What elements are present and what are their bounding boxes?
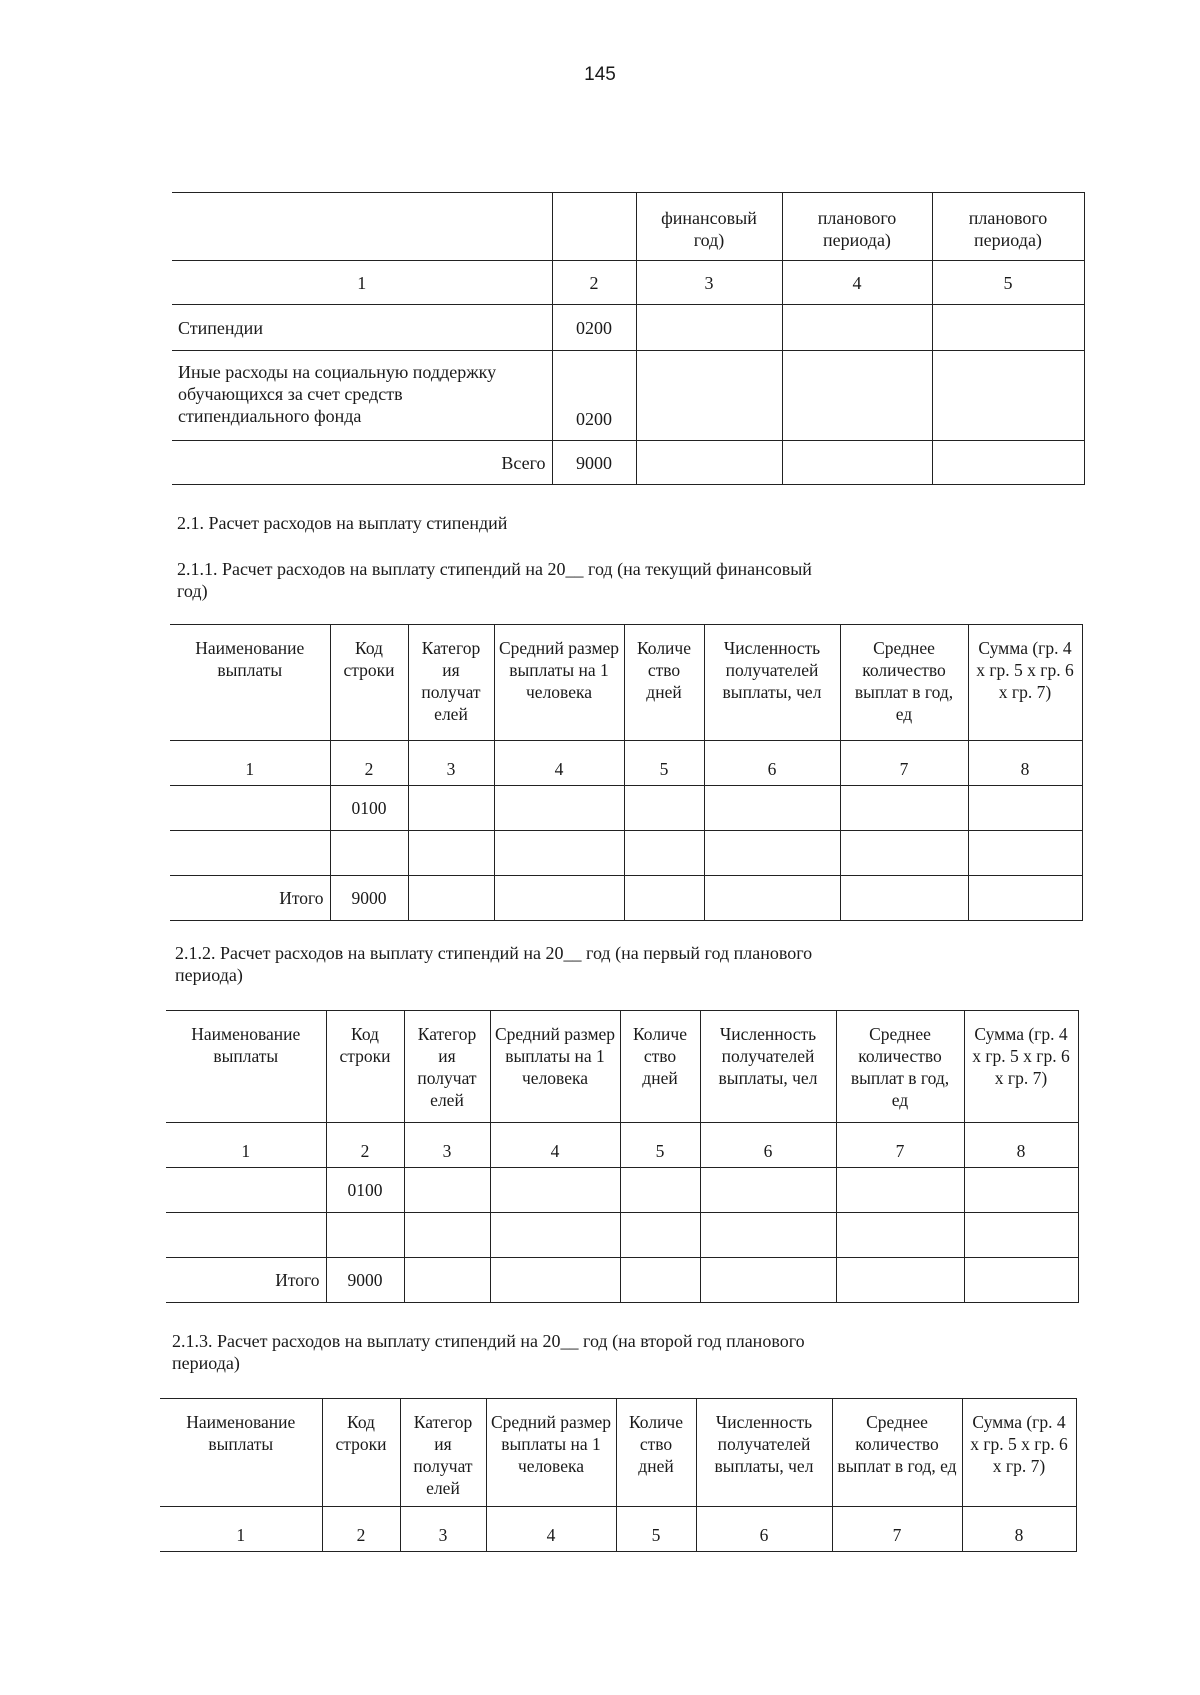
table-row — [172, 305, 1084, 351]
value-cell — [624, 831, 704, 876]
col-number: 4 — [782, 261, 932, 305]
section-heading-2-1-2: 2.1.2. Расчет расходов на выплату стипендий на 20__ год (на первый год планового периода) — [175, 943, 813, 985]
value-cell — [494, 786, 624, 831]
header-cell: Средний размер выплаты на 1 человека — [494, 625, 624, 741]
value-cell — [408, 831, 494, 876]
header-cell: Количе ство дней — [624, 625, 704, 741]
header-cell: Количе ство дней — [620, 1011, 700, 1123]
stipend-table-first-planning-year — [166, 1010, 1079, 1303]
total-row — [172, 441, 1084, 485]
col-number: 3 — [404, 1123, 490, 1168]
value-cell — [404, 1213, 490, 1258]
header-cell: Категор ия получат елей — [400, 1399, 486, 1507]
value-cell — [326, 1213, 404, 1258]
col-number: 1 — [170, 741, 330, 786]
header-cell: Категор ия получат елей — [408, 625, 494, 741]
value-cell — [636, 441, 782, 485]
col-number: 7 — [832, 1507, 962, 1552]
col-number: 4 — [486, 1507, 616, 1552]
col-number: 5 — [620, 1123, 700, 1168]
header-cell: Наименование выплаты — [160, 1399, 322, 1507]
col-number: 1 — [172, 261, 552, 305]
header-cell: Количе ство дней — [616, 1399, 696, 1507]
col-number: 6 — [700, 1123, 836, 1168]
value-cell — [704, 876, 840, 921]
itogo-label: Итого — [170, 876, 330, 921]
header-cell: Наименование выплаты — [170, 625, 330, 741]
total-label: Всего — [172, 441, 552, 485]
col-number: 5 — [616, 1507, 696, 1552]
stipend-table-current-year — [170, 624, 1083, 921]
value-cell — [330, 831, 408, 876]
value-cell — [170, 786, 330, 831]
value-cell — [968, 786, 1082, 831]
value-cell — [636, 305, 782, 351]
row-name: Иные расходы на социальную поддержку обучающихся за счет средств стипендиального фонда — [172, 351, 552, 441]
value-cell — [620, 1258, 700, 1303]
header-cell: Сумма (гр. 4 х гр. 5 х гр. 6 х гр. 7) — [968, 625, 1082, 741]
itogo-code: 9000 — [330, 876, 408, 921]
row-code: 0200 — [552, 305, 636, 351]
value-cell — [490, 1213, 620, 1258]
stipend-fund-table — [172, 192, 1085, 485]
value-cell — [166, 1213, 326, 1258]
value-cell — [932, 305, 1084, 351]
value-cell — [782, 305, 932, 351]
table-header-row — [170, 625, 1082, 741]
value-cell — [968, 831, 1082, 876]
itogo-label: Итого — [166, 1258, 326, 1303]
header-cell: Средний размер выплаты на 1 человека — [486, 1399, 616, 1507]
col-number: 6 — [696, 1507, 832, 1552]
col-number: 8 — [962, 1507, 1076, 1552]
section-heading-2-1: 2.1. Расчет расходов на выплату стипендий — [177, 513, 508, 533]
col-number: 2 — [326, 1123, 404, 1168]
value-cell — [408, 786, 494, 831]
section-heading-2-1-1: 2.1.1. Расчет расходов на выплату стипендий на 20__ год (на текущий финансовый год) — [177, 559, 812, 601]
value-cell — [964, 1258, 1078, 1303]
value-cell — [624, 876, 704, 921]
table-header-row — [166, 1011, 1078, 1123]
table-row — [170, 786, 1082, 831]
col-number: 5 — [932, 261, 1084, 305]
header-cell-planning-period-1: планового периода) — [782, 193, 932, 261]
value-cell — [494, 876, 624, 921]
value-cell — [700, 1168, 836, 1213]
header-cell-planning-period-2: планового периода) — [932, 193, 1084, 261]
col-number: 6 — [704, 741, 840, 786]
header-cell: Код строки — [330, 625, 408, 741]
col-number: 2 — [322, 1507, 400, 1552]
table-row — [172, 351, 1084, 441]
total-code: 9000 — [552, 441, 636, 485]
col-number: 3 — [408, 741, 494, 786]
header-cell: Наименование выплаты — [166, 1011, 326, 1123]
col-number: 3 — [636, 261, 782, 305]
col-number: 8 — [964, 1123, 1078, 1168]
col-number: 8 — [968, 741, 1082, 786]
value-cell — [840, 786, 968, 831]
header-cell: Среднее количество выплат в год, ед — [840, 625, 968, 741]
stipend-table-second-planning-year — [160, 1398, 1077, 1552]
value-cell — [836, 1213, 964, 1258]
value-cell — [932, 351, 1084, 441]
itogo-code: 9000 — [326, 1258, 404, 1303]
itogo-row — [166, 1258, 1078, 1303]
value-cell — [620, 1213, 700, 1258]
value-cell — [700, 1213, 836, 1258]
value-cell — [840, 831, 968, 876]
header-cell — [172, 193, 552, 261]
value-cell — [782, 441, 932, 485]
col-number: 7 — [840, 741, 968, 786]
value-cell — [494, 831, 624, 876]
col-number: 4 — [490, 1123, 620, 1168]
col-number: 5 — [624, 741, 704, 786]
col-number: 7 — [836, 1123, 964, 1168]
value-cell — [836, 1258, 964, 1303]
value-cell — [624, 786, 704, 831]
value-cell — [700, 1258, 836, 1303]
col-number: 4 — [494, 741, 624, 786]
itogo-row — [170, 876, 1082, 921]
value-cell — [490, 1258, 620, 1303]
value-cell — [964, 1168, 1078, 1213]
table-row — [166, 1168, 1078, 1213]
row-code: 0100 — [330, 786, 408, 831]
col-number: 3 — [400, 1507, 486, 1552]
column-number-row — [166, 1123, 1078, 1168]
section-heading-2-1-3: 2.1.3. Расчет расходов на выплату стипендий на 20__ год (на второй год планового периода) — [172, 1331, 805, 1373]
header-cell: Численность получателей выплаты, чел — [700, 1011, 836, 1123]
header-cell: Среднее количество выплат в год, ед — [832, 1399, 962, 1507]
header-cell: Сумма (гр. 4 х гр. 5 х гр. 6 х гр. 7) — [962, 1399, 1076, 1507]
column-number-row — [172, 261, 1084, 305]
header-cell: Код строки — [326, 1011, 404, 1123]
value-cell — [840, 876, 968, 921]
column-number-row — [160, 1507, 1076, 1552]
value-cell — [404, 1258, 490, 1303]
table-row — [170, 831, 1082, 876]
value-cell — [964, 1213, 1078, 1258]
header-cell: Код строки — [322, 1399, 400, 1507]
col-number: 1 — [166, 1123, 326, 1168]
value-cell — [170, 831, 330, 876]
row-code: 0200 — [552, 351, 636, 441]
value-cell — [782, 351, 932, 441]
value-cell — [620, 1168, 700, 1213]
column-number-row — [170, 741, 1082, 786]
value-cell — [636, 351, 782, 441]
value-cell — [404, 1168, 490, 1213]
value-cell — [932, 441, 1084, 485]
header-cell: Средний размер выплаты на 1 человека — [490, 1011, 620, 1123]
value-cell — [166, 1168, 326, 1213]
table-header-row — [172, 193, 1084, 261]
header-cell: Категор ия получат елей — [404, 1011, 490, 1123]
header-cell: Сумма (гр. 4 х гр. 5 х гр. 6 х гр. 7) — [964, 1011, 1078, 1123]
col-number: 1 — [160, 1507, 322, 1552]
table-row — [166, 1213, 1078, 1258]
value-cell — [408, 876, 494, 921]
header-cell: Численность получателей выплаты, чел — [704, 625, 840, 741]
value-cell — [704, 786, 840, 831]
col-number: 2 — [330, 741, 408, 786]
row-name: Стипендии — [172, 305, 552, 351]
page-number: 145 — [584, 64, 616, 85]
header-cell — [552, 193, 636, 261]
col-number: 2 — [552, 261, 636, 305]
value-cell — [836, 1168, 964, 1213]
row-code: 0100 — [326, 1168, 404, 1213]
value-cell — [968, 876, 1082, 921]
header-cell-financial-year: финансовый год) — [636, 193, 782, 261]
value-cell — [704, 831, 840, 876]
header-cell: Численность получателей выплаты, чел — [696, 1399, 832, 1507]
header-cell: Среднее количество выплат в год, ед — [836, 1011, 964, 1123]
value-cell — [490, 1168, 620, 1213]
table-header-row — [160, 1399, 1076, 1507]
